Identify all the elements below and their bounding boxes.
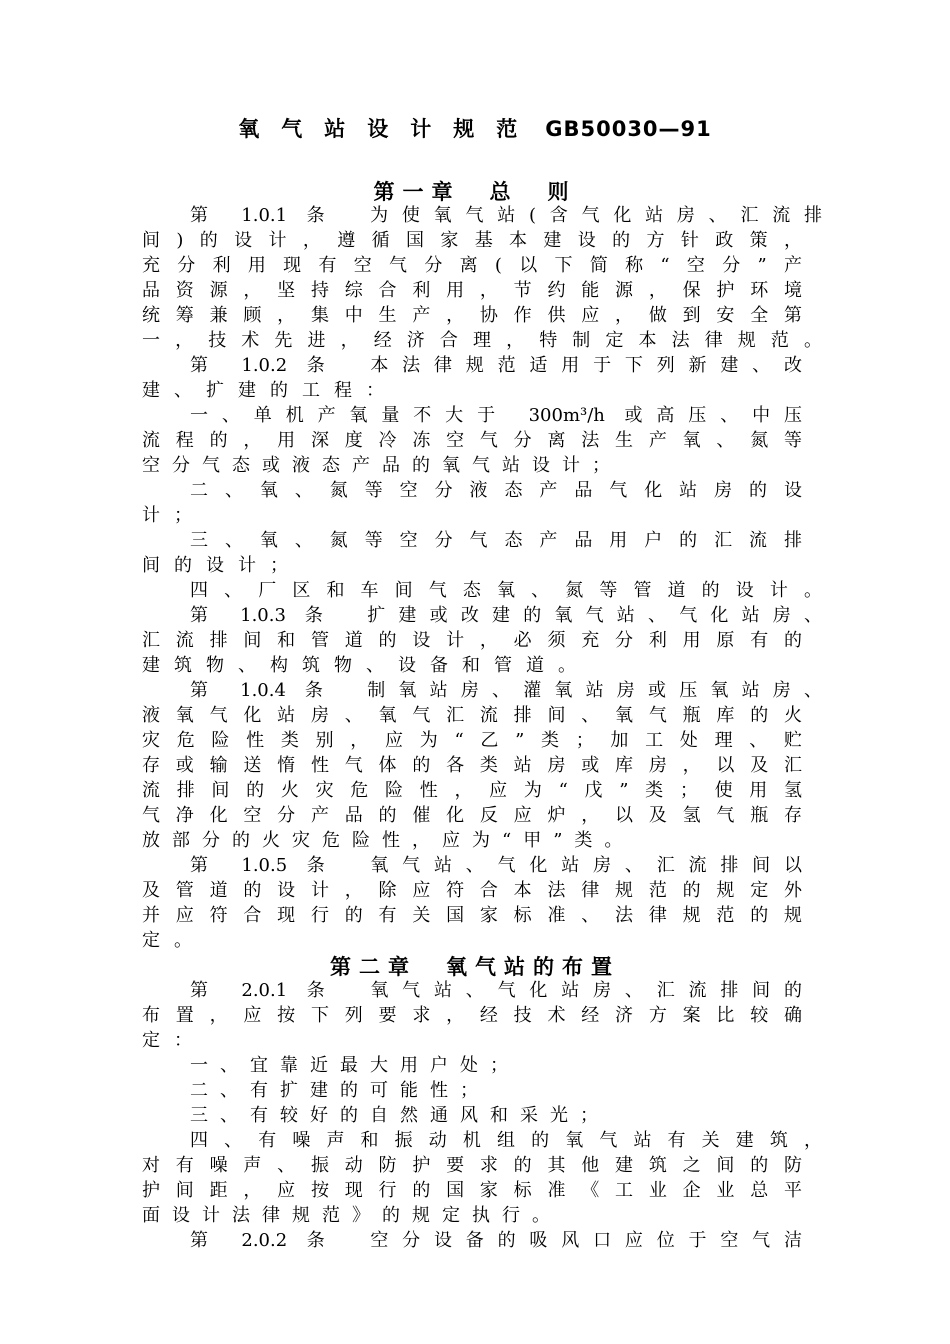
paragraph-line: 第 2.0.2 条 空分设备的吸风口应位于空气洁 [190, 1230, 802, 1251]
chapter-2-heading: 第二章 氧气站的布置 [330, 955, 620, 979]
paragraph-line: 第 1.0.4 条 制氧站房、灌氧站房或压氧站房、 [190, 680, 822, 701]
paragraph-line: 第 1.0.1 条 为使氧气站(含气化站房、汇流排 [190, 205, 822, 226]
paragraph-line: 三、氧、氮等空分气态产品用户的汇流排 [190, 530, 802, 551]
paragraph-line: 布置，应按下列要求，经技术经济方案比较确 [142, 1005, 802, 1026]
document-title [0, 113, 950, 143]
paragraph-line: 护间距，应按现行的国家标准《工业企业总平 [142, 1180, 802, 1201]
paragraph-line: 四、厂区和车间气态氧、氮等管道的设计。 [190, 580, 822, 601]
paragraph-line: 及管道的设计，除应符合本法律规范的规定外 [142, 880, 802, 901]
standard-code: GB50030—91 [545, 117, 712, 141]
paragraph-line: 对有噪声、振动防护要求的其他建筑之间的防 [142, 1155, 802, 1176]
paragraph-line: 品资源，坚持综合利用，节约能源，保护环境 [142, 280, 802, 301]
paragraph-line: 间)的设计，遵循国家基本建设的方针政策， [142, 230, 802, 251]
paragraph-line: 灾危险性类别，应为“乙”类；加工处理、贮 [142, 730, 802, 751]
paragraph-line: 建、扩建的工程： [142, 380, 398, 401]
chapter-1-heading: 第一章 总 则 [373, 180, 577, 204]
paragraph-line: 第 1.0.3 条 扩建或改建的氧气站、气化站房、 [190, 605, 822, 626]
title-text: 氧气站设计规范 [238, 117, 540, 141]
paragraph-line: 四、有噪声和振动机组的氧气站有关建筑， [190, 1130, 822, 1151]
paragraph-line: 并应符合现行的有关国家标准、法律规范的规 [142, 905, 802, 926]
paragraph-line: 一、单机产氧量不大于 300m³/h 或高压、中压 [190, 405, 802, 426]
paragraph-line: 空分气态或液态产品的氧气站设计； [142, 455, 622, 476]
paragraph-line: 一、宜靠近最大用户处； [190, 1055, 520, 1076]
paragraph-line: 定： [142, 1030, 206, 1051]
paragraph-line: 充分利用现有空气分离(以下简称“空分”产 [142, 255, 802, 276]
paragraph-line: 流程的，用深度冷冻空气分离法生产氧、氮等 [142, 430, 802, 451]
paragraph-line: 一，技术先进，经济合理，特制定本法律规范。 [142, 330, 822, 351]
paragraph-line: 间的设计； [142, 555, 302, 576]
paragraph-line: 放部分的火灾危险性，应为“甲”类。 [142, 830, 635, 851]
paragraph-line: 第 1.0.2 条 本法律规范适用于下列新建、改 [190, 355, 802, 376]
paragraph-line: 二、有扩建的可能性； [190, 1080, 490, 1101]
paragraph-line: 面设计法律规范》的规定执行。 [142, 1205, 562, 1226]
paragraph-line: 第 1.0.5 条 氧气站、气化站房、汇流排间以 [190, 855, 802, 876]
paragraph-line: 计； [142, 505, 206, 526]
paragraph-line: 流排间的火灾危险性，应为“戊”类；使用氢 [142, 780, 802, 801]
paragraph-line: 液氧气化站房、氧气汇流排间、氧气瓶库的火 [142, 705, 802, 726]
paragraph-line: 建筑物、构筑物、设备和管道。 [142, 655, 590, 676]
paragraph-line: 存或输送惰性气体的各类站房或库房，以及汇 [142, 755, 802, 776]
paragraph-line: 汇流排间和管道的设计，必须充分利用原有的 [142, 630, 802, 651]
paragraph-line: 三、有较好的自然通风和采光； [190, 1105, 610, 1126]
paragraph-line: 二、氧、氮等空分液态产品气化站房的设 [190, 480, 802, 501]
paragraph-line: 气净化空分产品的催化反应炉，以及氢气瓶存 [142, 805, 802, 826]
paragraph-line: 第 2.0.1 条 氧气站、气化站房、汇流排间的 [190, 980, 802, 1001]
paragraph-line: 定。 [142, 930, 206, 951]
paragraph-line: 统筹兼顾，集中生产，协作供应，做到安全第 [142, 305, 802, 326]
